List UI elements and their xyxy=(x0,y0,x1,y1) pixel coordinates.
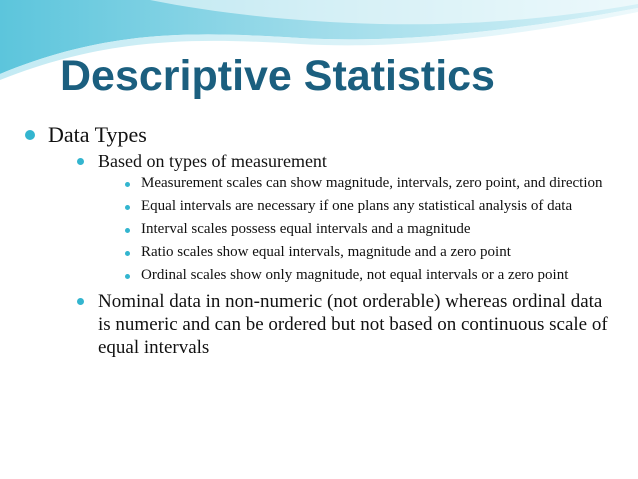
bullet-item-ordinal-scales xyxy=(122,267,612,284)
bullet-icon xyxy=(77,298,84,305)
bullet-text: Interval scales possess equal intervals and a magnitude xyxy=(141,221,471,237)
bullet-text: Nominal data in non-numeric (not orderable) whereas ordinal data is numeric and can be ordered but not based on continuous scale of equal intervals xyxy=(98,291,608,358)
bullet-icon xyxy=(125,274,130,279)
bullet-text: Equal intervals are necessary if one plans any statistical analysis of data xyxy=(141,198,573,214)
bullet-text: Data Types xyxy=(48,122,147,147)
bullet-icon xyxy=(25,130,35,140)
bullet-item-measurement-scales xyxy=(122,175,612,192)
slide-content xyxy=(22,121,612,359)
bullet-item-equal-intervals xyxy=(122,198,612,215)
bullet-item-ratio-scales xyxy=(122,244,612,261)
bullet-text: Ratio scales show equal intervals, magnitude and a zero point xyxy=(141,244,511,260)
bullet-text: Measurement scales can show magnitude, intervals, zero point, and direction xyxy=(141,175,603,191)
bullet-list-level1 xyxy=(22,121,612,359)
bullet-icon xyxy=(125,182,130,187)
bullet-icon xyxy=(125,251,130,256)
bullet-text: Based on types of measurement xyxy=(98,151,327,171)
bullet-list-level3 xyxy=(122,175,612,284)
bullet-item-data-types xyxy=(22,121,612,359)
bullet-icon xyxy=(125,205,130,210)
bullet-item-interval-scales xyxy=(122,221,612,238)
bullet-item-nominal-data xyxy=(74,290,612,359)
bullet-icon xyxy=(77,158,84,165)
bullet-list-level2 xyxy=(74,150,612,359)
bullet-icon xyxy=(125,228,130,233)
bullet-item-based-on-measurement xyxy=(74,150,612,284)
bullet-text: Ordinal scales show only magnitude, not equal intervals or a zero point xyxy=(141,267,569,283)
slide-title: Descriptive Statistics xyxy=(60,52,495,100)
